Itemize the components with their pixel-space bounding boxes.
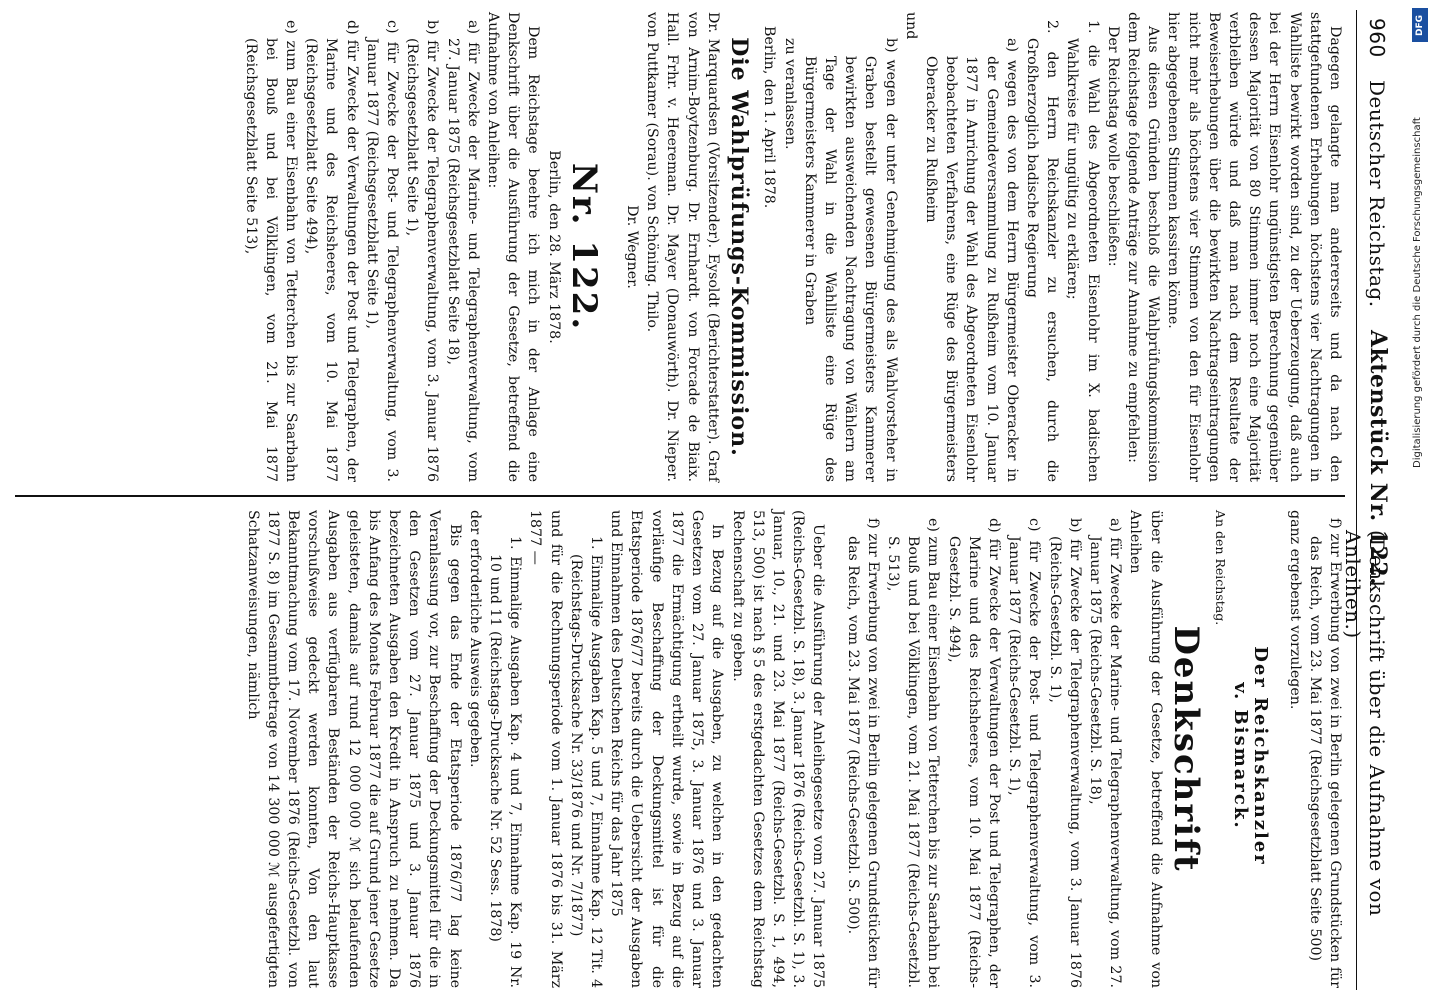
denkschrift-item-d: d) für Zwecke der Verwaltungen der Post und Telegraphen, der Marine und des Reichsheeres, vom 10. Mai 1877 (Reichs-Gesetzbl. S. 494), bbox=[945, 518, 1002, 988]
denkschrift-paragraph-3: Bis gegen das Ende der Etatsperiode 1876/77 lag keine Veranlassung vor, zur Beschaffung der Deckungsmittel für die in den Gesetzen vom 27. Januar 1875 und 3. Januar 1876 bezeichneten Ausgaben den Kredit in Anspruch zu nehmen. Da bis Anfang des Monats Februar 1877 die auf Grund jener Gesetze geleisteten, damals auf rund 12 000 000 ℳ sich belaufenden Ausgaben aus verfügbaren Beständen der Reichs-Hauptkasse vorschußweise gedeckt werden konnten, Von den laut Bekanntmachung vom 17. November 1876 (Reichs-Gesetzbl. von 1877 S. 8) im Gesammtbetrage von 14 300 000 ℳ ausgefertigten Schatzanweisungen, nämlich bbox=[244, 510, 463, 988]
dfg-credit bbox=[1410, 8, 1430, 478]
resolution-item-2a: a) wegen des von dem Herrn Bürgermeister Oberacker in der Gemeindeversammlung zu Rußheim vom 10. Januar 1877 in Anrichung der Wahl des Abgeordneten Eisenlohr beobachteten Verfahrens, eine Rüge des Bürgermeisters Oberacker zu Rußheim bbox=[922, 38, 1020, 482]
header-center-title: Aktenstück Nr. 122. bbox=[1365, 330, 1391, 586]
paragraph-resolve: Der Reichstag wolle beschließen: bbox=[1104, 26, 1121, 267]
right-column bbox=[242, 510, 1345, 988]
document-date: Berlin, den 28. März 1878. bbox=[545, 150, 562, 344]
commission-date: Berlin, den 1. April 1878. bbox=[761, 26, 778, 209]
document-item-f-cont: ganz ergebenst vorzulegen. bbox=[1286, 510, 1303, 710]
denkschrift-list-3: 1. Einmalige Ausgaben Kap. 4 und 7, Einnahme Kap. 19 Nr. 10 und 11 (Reichstags-Drucksache Nr. 52 Sess. 1878) bbox=[487, 536, 524, 988]
page-header bbox=[1341, 10, 1397, 990]
conjunction-und: und bbox=[902, 12, 919, 40]
denkschrift-item-e: e) zum Bau einer Eisenbahn von Tetterchen bis zur Saarbahn bei Bouß und bei Völklingen, vom 21. Mai 1877 (Reichs-Gesetzbl. S. 513), bbox=[884, 518, 942, 988]
denkschrift-item-f: f) zur Erwerbung von zwei in Berlin gelegenen Grundstücken für das Reich, vom 23. Mai 1877 (Reichs-Gesetzbl. S. 500). bbox=[844, 518, 881, 988]
addressee: An den Reichstag. bbox=[1212, 510, 1228, 626]
document-item-f: f) zur Erwerbung von zwei in Berlin gelegenen Grundstücken für das Reich, vom 23. Mai 1877 (Reichsgesetzblatt Seite 500) bbox=[1306, 518, 1343, 988]
page-number: 960 bbox=[1365, 18, 1389, 58]
commission-member-last: Dr. Wegner. bbox=[624, 205, 641, 289]
denkschrift-paragraph-1: Ueber die Ausführung der Anleihegesetze vom 27. Januar 1875 (Reichs-Gesetzbl. S. 18), 3. Januar 1876 (Reichs-Gesetzbl. S. 1), 3. Januar, 10., 21. und 23. Mai 1877 (Reichs-Gesetzbl. S. 1, 494, 513, 500) ist nach § 5 des erstgedachten Gesetzes dem Reichstag Rechenschaft zu geben. bbox=[729, 510, 827, 988]
denkschrift-paragraph-2: In Bezug auf die Ausgaben, zu welchen in den gedachten Gesetzen vom 27. Januar 1875, 3. Januar 1876 und 3. Januar 1877 die Ermächtigung ertheilt wurde, sowie in Bezug auf die vorläufige Beschaffung der Deckungsmittel ist für die Etatsperiode 1876/77 bereits durch die Uebersicht der Ausgaben und Einnahmen des Deutschen Reichs für das Jahr 1875 bbox=[608, 510, 726, 988]
left-column bbox=[240, 12, 1345, 482]
header-left-title: Deutscher Reichstag. bbox=[1365, 80, 1389, 308]
commission-title: Die Wahlprüfungs-Kommission. bbox=[726, 37, 753, 457]
resolution-cause: zu veranlassen. bbox=[781, 38, 798, 150]
commission-members: Dr. Marquardsen (Vorsitzender). Eysoldt (Berichterstatter). Graf von Arnim-Boytzenburg. Dr. Ernhardt. von Forcade de Biaix. Hall. Frhr. v. Heereman. Dr. Mayer (Donauwörth). Dr. Nieper. von Puttkamer (Sorau). von Schöning. Thilo. bbox=[644, 12, 721, 482]
document-item-d: d) für Zwecke der Verwaltungen der Post und Telegraphen, der Marine und des Reichsheeres, vom 10. Mai 1877 (Reichsgesetzblatt Seite 494), bbox=[303, 20, 360, 482]
denkschrift-item-b: b) für Zwecke der Telegraphenverwaltung, vom 3. Januar 1876 (Reichs-Gesetzbl. S. 1), bbox=[1046, 518, 1083, 988]
denkschrift-list-1: 1. Einmalige Ausgaben Kap. 5 und 7, Einnahme Kap. 12 Tit. 4 (Reichstags-Drucksache Nr. 33/1876 und Nr. 7/1877) bbox=[567, 536, 605, 988]
document-item-c: c) für Zwecke der Post- und Telegraphenverwaltung, vom 3. Januar 1877 (Reichsgesetzblatt Seite 1), bbox=[363, 20, 401, 482]
resolution-item-2: 2. den Herrn Reichskanzler zu ersuchen, durch die Großherzoglich badische Regierung bbox=[1023, 20, 1061, 482]
document-number-title: Nr. 122. bbox=[563, 162, 604, 332]
document-body: Dem Reichstage beehre ich mich in der Anlage eine Denkschrift über die Ausführung der Gesetze, betreffend die Aufnahme von Anleihen: bbox=[485, 12, 542, 482]
column-divider bbox=[15, 495, 1345, 497]
resolution-item-2b: b) wegen der unter Genehmigung des als Wahlvorsteher in Graben bestellt gewesenen Bürgermeisters Kammerer bewirkten ausweichenden Nachtragung von Wählern am Tage der Wahl in die Wahlliste eine Rüge des Bürgermeisters Kammerer in Graben bbox=[801, 38, 899, 482]
document-item-e: e) zum Bau einer Eisenbahn von Tetterchen bis zur Saarbahn bei Bouß und bei Völklingen, vom 21. Mai 1877 (Reichsgesetzblatt Seite 513), bbox=[242, 20, 300, 482]
denkschrift-list-2: und für die Rechnungsperiode vom 1. Januar 1876 bis 31. März 1877 — bbox=[527, 510, 564, 988]
denkschrift-title: Denkschrift bbox=[1165, 625, 1206, 873]
dfg-logo: DFG bbox=[1412, 8, 1428, 42]
dfg-credit-text: Digitalisierung gefördert durch die Deutsche Forschungsgemeinschaft bbox=[1412, 117, 1423, 468]
paragraph-intro: Dagegen gelangte man andererseits und da nach den stattgefundenen Erhebungen höchstens vier Nachtragungen in Wahlliste bewirkt worden sind, zu der Ueberzeugung, daß auch bei der Herrn Eisenlohr ungünstigsten Berechnung gegenüber dessen Majorität von 80 Stimmen immer noch eine Majorität verbleiben würde und daß man nach dem Resultate der Beweiserhebungen über die bewirkten Nachtragseintragungen nicht mehr als höchstens vier Stimmen von den für Eisenlohr hier abgegebenen Stimmen kassiren könne. bbox=[1165, 12, 1343, 482]
denkschrift-intro: über die Ausführung der Gesetze, betreffend die Aufnahme von Anleihen bbox=[1127, 510, 1164, 988]
header-right-title: (Denkschrift über die Aufnahme von Anleihen.) bbox=[1341, 530, 1389, 917]
signer-title: Der Reichskanzler bbox=[1250, 646, 1272, 866]
denkschrift-item-c: c) für Zwecke der Post- und Telegraphenverwaltung, vom 3. Januar 1877 (Reichs-Gesetzbl. S. 1), bbox=[1006, 518, 1043, 988]
resolution-item-1: 1. die Wahl des Abgeordneten Eisenlohr im X. badischen Wahlkreise für ungültig zu erklären; bbox=[1064, 20, 1101, 482]
document-item-b: b) für Zwecke der Telegraphenverwaltung, vom 3. Januar 1876 (Reichsgesetzblatt Seite 1), bbox=[404, 20, 441, 482]
paragraph-decision: Aus diesen Gründen beschloß die Wahlprüfungskommission dem Reichstage folgende Anträge zur Annahme zu empfehlen: bbox=[1124, 12, 1162, 482]
document-item-a: a) für Zwecke der Marine- und Telegraphenverwaltung, vom 27. Januar 1875 (Reichsgesetzblatt Seite 18), bbox=[444, 20, 481, 482]
denkschrift-item-a: a) für Zwecke der Marine- und Telegraphenverwaltung, vom 27. Januar 1875 (Reichs-Gesetzbl. S. 18), bbox=[1086, 518, 1124, 988]
denkschrift-list-4: der erforderliche Ausweis gegeben. bbox=[466, 510, 483, 768]
signer-name: v. Bismarck. bbox=[1230, 682, 1252, 830]
